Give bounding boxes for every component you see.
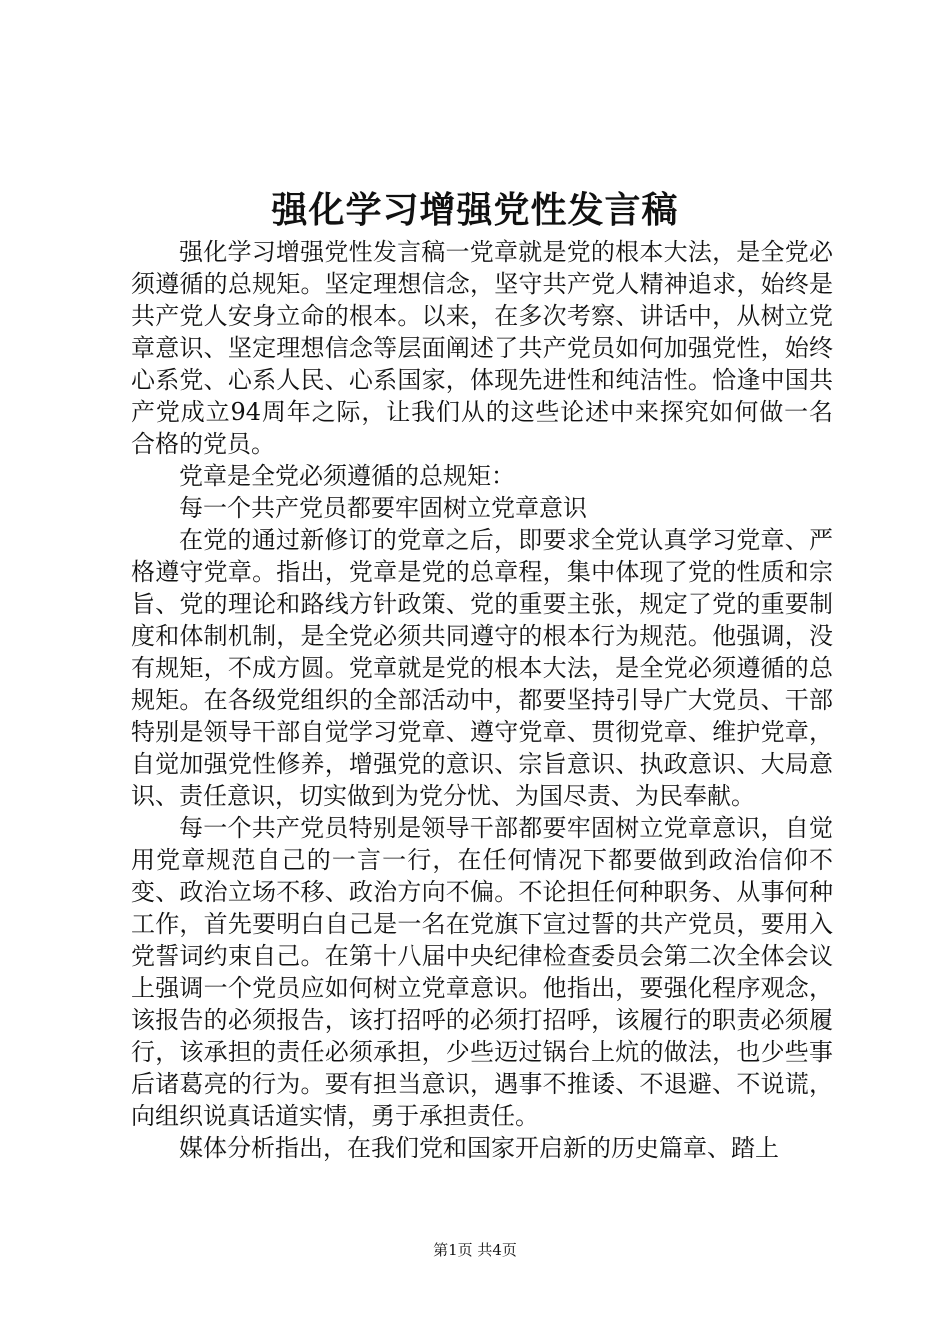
paragraph-heading-1: 党章是全党必须遵循的总规矩： (179, 462, 515, 490)
paragraph-body-3: 媒体分析指出，在我们党和国家开启新的历史篇章、踏上 (179, 1134, 779, 1162)
paragraph-body-2: 每一个共产党员特别是领导干部都要牢固树立党章意识，自觉用党章规范自己的一言一行，在任何情况下都要做到政治信仰不变、政治立场不移、政治方向不偏。不论担任何种职务、从事何种工作，首先要明白自己是一名在党旗下宣过誓的共产党员，要用入党誓词约束自己。在第十八届中央纪律检查委员会第二次全体会议上强调一个党员应如何树立党章意识。他指出，要强化程序观念，该报告的必须报告，该打招呼的必须打招呼，该履行的职责必须履行，该承担的责任必须承担，少些迈过锅台上炕的做法，也少些事后诸葛亮的行为。要有担当意识，遇事不推诿、不退避、不说谎，向组织说真话道实情，勇于承担责任。 (131, 814, 833, 1130)
paragraph-body-1: 在党的通过新修订的党章之后，即要求全党认真学习党章、严格遵守党章。指出，党章是党的总章程，集中体现了党的性质和宗旨、党的理论和路线方针政策、党的重要主张，规定了党的重要制度和体制机制，是全党必须共同遵守的根本行为规范。他强调，没有规矩，不成方圆。党章就是党的根本大法，是全党必须遵循的总规矩。在各级党组织的全部活动中，都要坚持引导广大党员、干部特别是领导干部自觉学习党章、遵守党章、贯彻党章、维护党章，自觉加强党性修养，增强党的意识、宗旨意识、执政意识、大局意识、责任意识，切实做到为党分忧、为国尽责、为民奉献。 (131, 526, 833, 810)
paragraph-heading-2: 每一个共产党员都要牢固树立党章意识 (179, 494, 587, 522)
page-number-footer: 第1页 共4页 (433, 1241, 517, 1259)
document-title: 强化学习增强党性发言稿 (271, 189, 679, 231)
paragraph-intro: 强化学习增强党性发言稿一党章就是党的根本大法，是全党必须遵循的总规矩。坚定理想信念，坚守共产党人精神追求，始终是共产党人安身立命的根本。以来，在多次考察、讲话中，从树立党章意识、坚定理想信念等层面阐述了共产党员如何加强党性，始终心系党、心系人民、心系国家，体现先进性和纯洁性。恰逢中国共产党成立94周年之际，让我们从的这些论述中来探究如何做一名合格的党员。 (131, 238, 833, 458)
document-body (131, 236, 833, 1164)
